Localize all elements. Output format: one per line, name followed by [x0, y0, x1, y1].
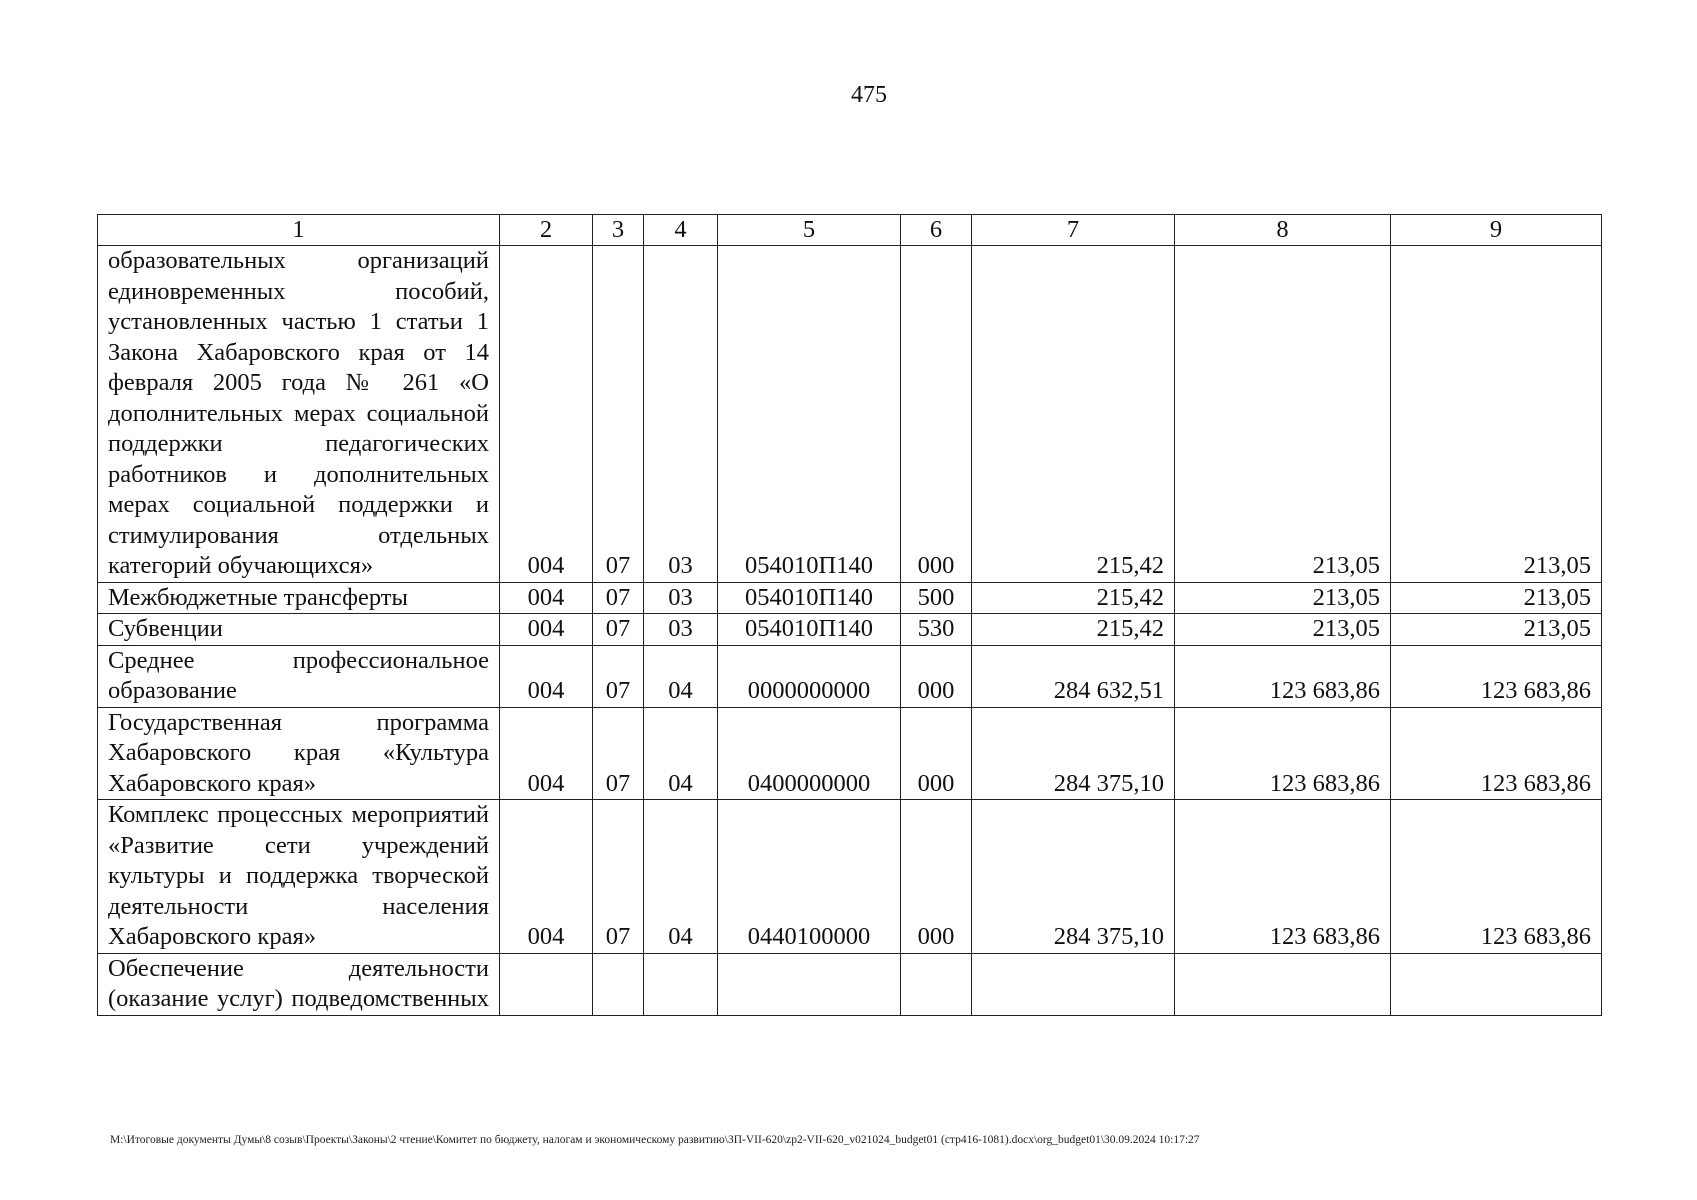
row-name: Межбюджетные трансферты [98, 582, 500, 614]
header-col-4: 4 [644, 215, 718, 246]
row-amount-8: 213,05 [1175, 582, 1391, 614]
row-name: Комплекс процессных мероприятий «Развитие сети учреждений культуры и поддержка творческой деятельности населения Хабаровского края» [98, 800, 500, 954]
row-amount-9 [1391, 953, 1602, 1015]
row-amount-8: 213,05 [1175, 614, 1391, 646]
header-col-3: 3 [593, 215, 644, 246]
row-amount-9: 123 683,86 [1391, 645, 1602, 707]
row-name: образовательных организаций единовременных пособий, установленных частью 1 статьи 1 Закона Хабаровского края от 14 февраля 2005 года № 261 «О дополнительных мерах социальной поддержки педагогических работников и дополнительных мерах социальной поддержки и стимулирования отдельных категорий обучающихся» [98, 246, 500, 583]
row-code-3: 07 [593, 582, 644, 614]
row-code-5: 0000000000 [718, 645, 901, 707]
row-amount-7: 284 375,10 [972, 800, 1175, 954]
row-code-3: 07 [593, 707, 644, 800]
row-amount-9: 213,05 [1391, 582, 1602, 614]
row-code-3: 07 [593, 645, 644, 707]
table-row [98, 707, 1602, 800]
page-number: 475 [851, 82, 887, 108]
row-code-5: 054010П140 [718, 582, 901, 614]
header-col-2: 2 [500, 215, 593, 246]
row-code-4: 04 [644, 800, 718, 954]
footer-file-path: M:\Итоговые документы Думы\8 созыв\Проекты\Законы\2 чтение\Комитет по бюджету, налогам и экономическому развитию\ЗП-VII-620\zp2-VII-620_v021024_budget01 (стр416-1081).docx\org_budget01\30.09.2024 10:17:27 [110, 1134, 1200, 1146]
row-amount-8: 213,05 [1175, 246, 1391, 583]
row-amount-7 [972, 953, 1175, 1015]
row-code-2: 004 [500, 645, 593, 707]
row-amount-7: 215,42 [972, 582, 1175, 614]
header-col-6: 6 [901, 215, 972, 246]
row-amount-8: 123 683,86 [1175, 707, 1391, 800]
row-code-6: 000 [901, 246, 972, 583]
row-code-2: 004 [500, 582, 593, 614]
row-name: Государственная программа Хабаровского края «Культура Хабаровского края» [98, 707, 500, 800]
header-col-5: 5 [718, 215, 901, 246]
row-code-6 [901, 953, 972, 1015]
row-code-4: 04 [644, 645, 718, 707]
table-row [98, 953, 1602, 1015]
table-row [98, 645, 1602, 707]
row-name: Обеспечение деятельности (оказание услуг) подведомственных [98, 953, 500, 1015]
row-code-5: 0400000000 [718, 707, 901, 800]
row-code-3: 07 [593, 246, 644, 583]
header-col-7: 7 [972, 215, 1175, 246]
row-code-3 [593, 953, 644, 1015]
table-row [98, 246, 1602, 583]
row-amount-7: 284 632,51 [972, 645, 1175, 707]
row-code-4: 03 [644, 582, 718, 614]
row-code-5 [718, 953, 901, 1015]
row-amount-8 [1175, 953, 1391, 1015]
row-code-4: 03 [644, 614, 718, 646]
row-amount-9: 213,05 [1391, 246, 1602, 583]
row-code-5: 0440100000 [718, 800, 901, 954]
row-amount-7: 215,42 [972, 614, 1175, 646]
row-code-2 [500, 953, 593, 1015]
row-amount-9: 213,05 [1391, 614, 1602, 646]
row-code-6: 530 [901, 614, 972, 646]
row-code-3: 07 [593, 614, 644, 646]
row-amount-7: 215,42 [972, 246, 1175, 583]
row-amount-8: 123 683,86 [1175, 800, 1391, 954]
row-code-6: 500 [901, 582, 972, 614]
row-code-2: 004 [500, 614, 593, 646]
row-code-5: 054010П140 [718, 614, 901, 646]
header-col-8: 8 [1175, 215, 1391, 246]
row-code-2: 004 [500, 707, 593, 800]
row-code-2: 004 [500, 246, 593, 583]
row-amount-8: 123 683,86 [1175, 645, 1391, 707]
row-code-6: 000 [901, 645, 972, 707]
row-amount-9: 123 683,86 [1391, 800, 1602, 954]
header-col-1: 1 [98, 215, 500, 246]
row-amount-7: 284 375,10 [972, 707, 1175, 800]
budget-table [97, 214, 1602, 1016]
table-header-row [98, 215, 1602, 246]
row-code-4: 04 [644, 707, 718, 800]
row-code-2: 004 [500, 800, 593, 954]
row-code-5: 054010П140 [718, 246, 901, 583]
row-code-6: 000 [901, 707, 972, 800]
row-code-6: 000 [901, 800, 972, 954]
header-col-9: 9 [1391, 215, 1602, 246]
row-name: Среднее профессиональное образование [98, 645, 500, 707]
row-code-4 [644, 953, 718, 1015]
row-name: Субвенции [98, 614, 500, 646]
table-row [98, 582, 1602, 614]
table-row [98, 614, 1602, 646]
row-code-4: 03 [644, 246, 718, 583]
table-row [98, 800, 1602, 954]
row-amount-9: 123 683,86 [1391, 707, 1602, 800]
row-code-3: 07 [593, 800, 644, 954]
